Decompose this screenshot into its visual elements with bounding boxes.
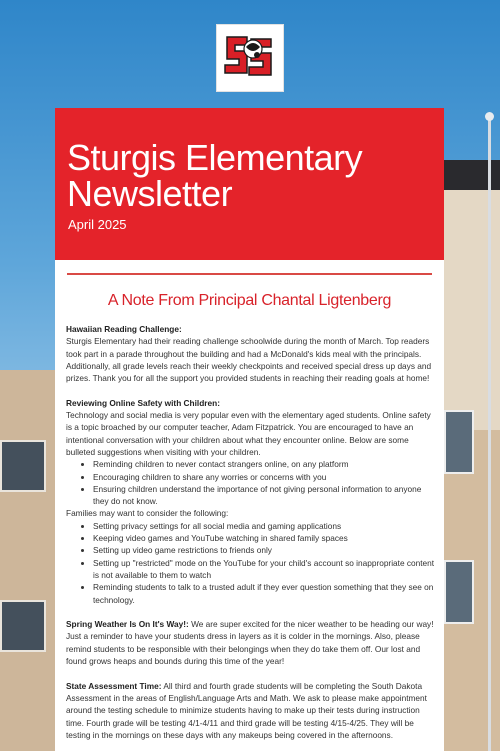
list-item: • Reminding students to talk to a trusted adult if they ever question something that they see on technology.: [93, 581, 438, 606]
weather-body: We are super excited for the nicer weather to be heading our way! Just a reminder to have your students dress in layers as it is colder in the mornings. Also, please remind students to be responsible with their belongings when they do take them off. Our lost and found grows heaps and bounds during this time of the year!: [66, 619, 434, 667]
reading-heading: Hawaiian Reading Challenge:: [66, 324, 182, 334]
background-building-right: [442, 160, 500, 751]
assessment-heading: State Assessment Time:: [66, 680, 162, 691]
newsletter-card: [55, 108, 444, 751]
building-window: [0, 440, 46, 492]
families-intro: Families may want to consider the following:: [66, 508, 229, 519]
building-panel: [442, 190, 500, 430]
assessment-article: [66, 680, 438, 741]
newsletter-date: April 2025: [68, 217, 127, 232]
ss-logo-icon: [217, 25, 283, 91]
newsletter-header: [55, 108, 444, 260]
assessment-body: All third and fourth grade students will be completing the South Dakota Assessment in the areas of English/Language Arts and Math. We ask to please make appointment around the testing schedule to minimize students having to make up their tests during instruction time. Fourth grade will be testing 4/1-4/11 and third grade will be testing 4/15-4/25. They will be testing in the mornings on these days with any makeups being covered in the afternoons.: [66, 680, 427, 740]
building-roof: [442, 160, 500, 190]
reading-body: Sturgis Elementary had their reading challenge schoolwide during the month of March. Top readers took part in a parade throughout the building and had a McDonald's kids meal with the principals. Additionally, all grade levels reach their weekly checkpoints and received special dress up days and prizes. Thank you for all the support you provided students in reaching their reading goals at home!: [66, 336, 432, 384]
weather-heading: Spring Weather Is On It's Way!:: [66, 619, 189, 630]
flagpole-finial: [485, 112, 494, 121]
building-window: [444, 410, 474, 474]
list-item: • Setting up "restricted" mode on the YouTube for your child's account so inappropriate content is not available to them to watch: [93, 557, 438, 582]
reading-article: [66, 323, 438, 384]
list-item: • Setting up video game restrictions to friends only: [93, 544, 438, 556]
list-item: • Setting privacy settings for all social media and gaming applications: [93, 520, 438, 532]
list-item: • Reminding children to never contact strangers online, on any platform: [93, 458, 438, 470]
weather-article: [66, 618, 438, 667]
newsletter-title: Sturgis Elementary Newsletter: [67, 137, 363, 214]
building-window: [444, 560, 474, 624]
section-divider: [67, 273, 432, 275]
safety-heading: Reviewing Online Safety with Children:: [66, 397, 220, 408]
list-item: • Ensuring children understand the importance of not giving personal information to anyone they do not know.: [93, 483, 438, 508]
safety-bullets-children: [66, 458, 438, 507]
flagpole: [488, 118, 491, 751]
list-item: • Encouraging children to share any worries or concerns with you: [93, 471, 438, 483]
background-building-left: [0, 370, 60, 751]
building-window: [0, 600, 46, 652]
section-title: A Note From Principal Chantal Ligtenberg: [107, 292, 392, 309]
list-item: • Keeping video games and YouTube watching in shared family spaces: [93, 532, 438, 544]
safety-article: [66, 397, 438, 606]
school-logo: [216, 24, 284, 92]
safety-bullets-families: [66, 520, 438, 606]
safety-body: Technology and social media is very popular even with the elementary aged students. Online safety is a topic broached by our computer teacher, Adam Fitzpatrick. You are encouraged to have an intentional conversation with your children about what they encounter online. Below are some bulleted suggestions when visiting with your children.: [66, 410, 431, 457]
newsletter-content: [66, 323, 438, 751]
